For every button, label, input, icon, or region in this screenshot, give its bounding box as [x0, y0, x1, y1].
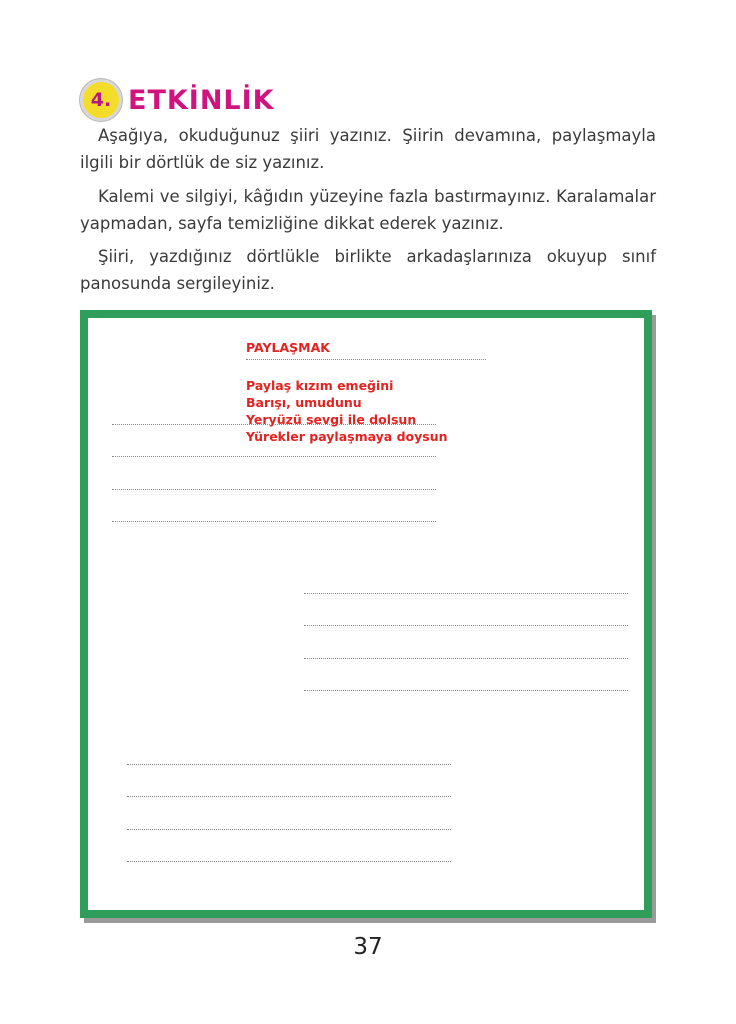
poem-line: Yürekler paylaşmaya doysun	[246, 429, 448, 444]
writing-line[interactable]	[127, 764, 451, 765]
instruction-paragraph-1	[80, 122, 656, 176]
poem-lines	[246, 377, 448, 445]
writing-line[interactable]	[304, 658, 628, 659]
writing-line[interactable]	[304, 625, 628, 626]
page-number: 37	[353, 934, 383, 960]
activity-title: ETKİNLİK	[128, 84, 275, 116]
writing-line[interactable]	[127, 829, 451, 830]
writing-line[interactable]	[112, 424, 436, 425]
activity-number-badge: 4.	[80, 79, 122, 121]
poem-line: Yeryüzü sevgi ile dolsun	[246, 412, 417, 427]
poem-line: Barışı, umudunu	[246, 395, 362, 410]
poem-title: PAYLAŞMAK	[246, 340, 330, 355]
instruction-paragraph-3	[80, 243, 656, 297]
poem-title-writing-line[interactable]	[246, 359, 486, 360]
writing-line[interactable]	[127, 861, 451, 862]
writing-line[interactable]	[112, 521, 436, 522]
poem-line: Paylaş kızım emeğini	[246, 378, 394, 393]
instruction-text-2: Kalemi ve silgiyi, kâğıdın yüzeyine fazla bastırmayınız. Karalamalar yapmadan, sayfa temizliğine dikkat ederek yazınız.	[80, 187, 656, 233]
instruction-text-1: Aşağıya, okuduğunuz şiiri yazınız. Şiirin devamına, paylaşmayla ilgili bir dörtlük de siz yazınız.	[80, 126, 656, 172]
activity-header	[80, 80, 275, 120]
writing-line[interactable]	[127, 796, 451, 797]
writing-line[interactable]	[112, 456, 436, 457]
writing-line[interactable]	[304, 690, 628, 691]
instruction-text-3: Şiiri, yazdığınız dörtlükle birlikte arkadaşlarınıza okuyup sınıf panosunda sergileyiniz.	[80, 247, 656, 293]
instruction-paragraph-2	[80, 183, 656, 237]
writing-line[interactable]	[112, 489, 436, 490]
writing-line[interactable]	[304, 593, 628, 594]
